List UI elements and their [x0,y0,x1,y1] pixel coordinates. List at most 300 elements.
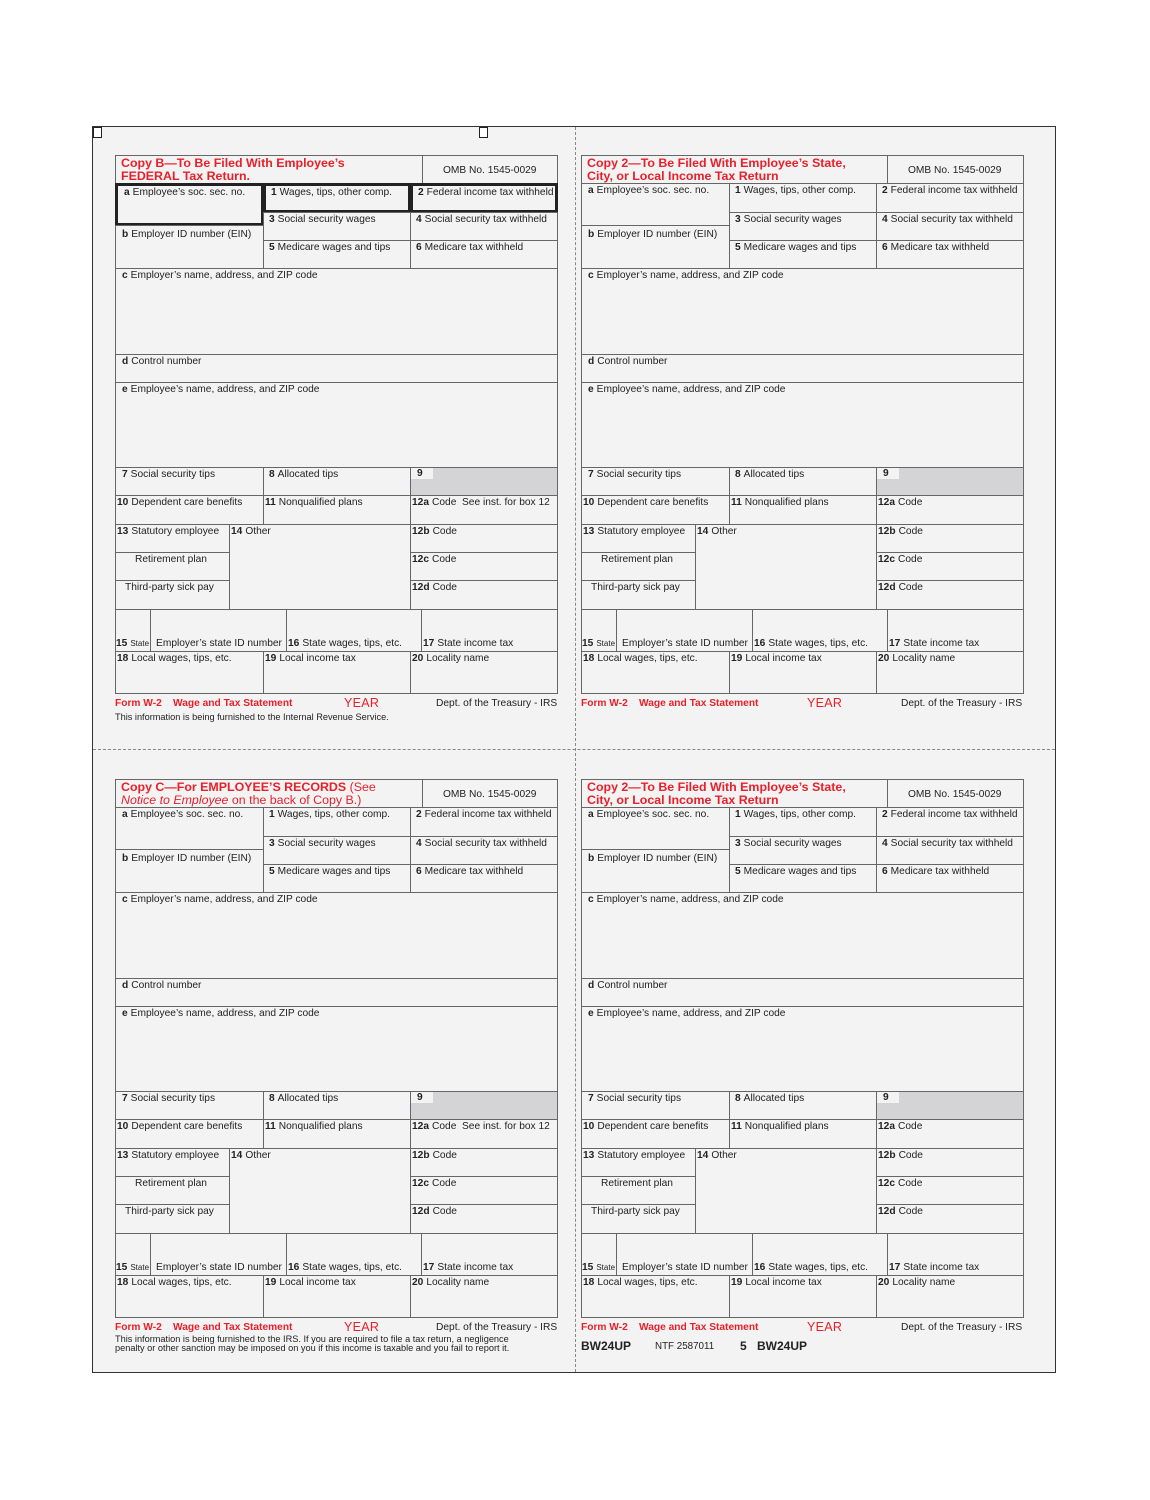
label-c [122,894,318,906]
box-12a[interactable] [876,1119,1024,1149]
box-11-nonqualified[interactable] [263,495,411,525]
label-text: Control number [131,980,202,991]
box-number: 13 [117,1150,129,1161]
label-text: Employer’s name, address, and ZIP code [130,270,318,281]
box-number: 18 [117,653,129,664]
label-text: Wages, tips, other comp. [277,809,390,820]
label-text: Social security wages [743,214,842,225]
retirement-plan-label: Retirement plan [601,554,673,565]
box-d-control[interactable] [115,354,558,383]
box-a-ssn[interactable] [581,807,730,850]
state-label: State [130,639,150,648]
label-d [122,980,201,992]
box-14-other[interactable] [695,524,877,610]
box-20-locality[interactable] [410,651,558,694]
label-c [588,894,784,906]
box-13-sick-pay[interactable] [581,1204,696,1234]
box-12-instructions: See inst. for box 12 [462,1121,550,1132]
label-b [588,229,717,241]
title-line-1: Copy 2—To Be Filed With Employee’s State, [587,156,846,170]
omb-cell [887,155,1024,184]
box-19-local-tax[interactable] [263,651,411,694]
label-box12b [412,526,457,538]
box-18-local-wages[interactable] [115,651,264,694]
box-number: 12a [878,497,895,508]
box-a-ssn[interactable] [581,183,730,226]
box-e-employee[interactable] [115,382,558,468]
box-20-locality[interactable] [876,651,1024,694]
box-2-federal-tax[interactable] [410,183,558,213]
box-number: 20 [412,1277,424,1288]
label-box18 [583,1277,698,1289]
box-number: d [588,980,595,991]
box-number: a [588,809,594,820]
box-c-employer[interactable] [581,892,1024,979]
label-text: Employer ID number (EIN) [131,853,252,864]
box-5-medicare-wages[interactable] [729,864,877,893]
box-12b[interactable] [876,1148,1024,1177]
box-4-ss-tax[interactable] [876,212,1024,241]
label-text: Statutory employee [597,1150,686,1161]
label-box19 [731,1277,822,1289]
label-text: Statutory employee [131,526,220,537]
omb-cell [887,779,1024,808]
box-number: 10 [117,497,129,508]
label-box20 [878,653,955,665]
copy-title [587,781,846,807]
box-b-ein[interactable] [115,849,264,893]
box-20-locality[interactable] [410,1275,558,1318]
label-box5 [735,866,856,878]
box-11-nonqualified[interactable] [263,1119,411,1149]
box-12b[interactable] [876,524,1024,553]
box-13-retirement[interactable] [115,1176,230,1205]
box-number: b [588,229,595,240]
box-number: 15 [116,1262,128,1273]
omb-number: OMB No. 1545-0029 [908,789,1002,800]
box-number: b [122,229,129,240]
label-a [588,185,709,197]
label-box13 [583,1150,685,1162]
box-12a[interactable] [410,1119,558,1149]
box-15-frame [115,609,287,652]
box-number: e [588,384,594,395]
label-box14 [231,526,271,538]
label-text: Social security tax withheld [424,838,547,849]
box-10-dependent-care[interactable] [115,495,264,525]
box-d-control[interactable] [115,978,558,1007]
label-box11 [265,1121,363,1133]
box-1-wages[interactable] [263,807,411,837]
furnished-note: This information is being furnished to the Internal Revenue Service. [115,712,389,722]
label-box19 [265,653,356,665]
box-number: 5 [269,242,275,253]
box-12c[interactable] [876,1176,1024,1205]
box-6-medicare-tax[interactable] [410,240,558,269]
label-box9 [883,468,892,480]
label-box8 [735,469,804,481]
sick-pay-label: Third-party sick pay [591,1206,680,1217]
box-12c[interactable] [876,552,1024,581]
label-box12d [878,1206,923,1218]
box-17-state-tax[interactable] [421,1233,558,1276]
box-number: 5 [735,242,741,253]
box-11-nonqualified[interactable] [729,495,877,525]
label-a [124,187,245,199]
box-number: 4 [416,838,422,849]
label-text: Code [898,1206,923,1217]
box-c-employer[interactable] [115,268,558,355]
dept-treasury: Dept. of the Treasury - IRS [436,698,558,709]
box-4-ss-tax[interactable] [410,836,558,865]
label-text: Social security wages [743,838,842,849]
box-number: 14 [697,526,709,537]
box-e-employee[interactable] [581,1006,1024,1092]
box-number: 1 [735,809,741,820]
omb-number: OMB No. 1545-0029 [908,165,1002,176]
label-text: Locality name [426,1277,490,1288]
box-12d[interactable] [410,580,558,610]
box-b-ein[interactable] [581,225,730,269]
box-17-state-tax[interactable] [887,1233,1024,1276]
box-number: 4 [882,838,888,849]
label-text: Code [432,526,457,537]
box-12d[interactable] [876,1204,1024,1234]
form-description: Wage and Tax Statement [173,698,293,709]
box-7-ss-tips[interactable] [115,467,264,496]
box-18-local-wages[interactable] [581,1275,730,1318]
box-number: 9 [883,468,889,479]
box-16-state-wages[interactable] [286,1233,422,1276]
label-text: Employee’s name, address, and ZIP code [130,384,320,395]
label-text: State wages, tips, etc. [302,1262,403,1273]
box-number: 15 [116,638,128,649]
box-13-retirement[interactable] [581,1176,696,1205]
label-box11 [265,497,363,509]
box-13-statutory[interactable] [115,524,230,553]
box-6-medicare-tax[interactable] [410,864,558,893]
box-b-ein[interactable] [115,225,264,269]
label-box8 [269,469,338,481]
box-12c[interactable] [410,552,558,581]
label-text: Other [711,526,737,537]
label-box13 [583,526,685,538]
box-number: 18 [583,653,595,664]
copy-header [581,155,888,184]
label-text: Local wages, tips, etc. [131,653,232,664]
box-13-sick-pay[interactable] [115,1204,230,1234]
box-6-medicare-tax[interactable] [876,240,1024,269]
box-number: d [122,980,129,991]
box-3-ss-wages[interactable] [263,836,411,865]
box-16-state-wages[interactable] [752,1233,888,1276]
box-number: 10 [117,1121,129,1132]
box-14-other[interactable] [229,1148,411,1234]
box-19-local-tax[interactable] [263,1275,411,1318]
label-text: Employer’s state ID number [156,638,282,649]
box-10-dependent-care[interactable] [581,1119,730,1149]
box-4-ss-tax[interactable] [410,212,558,241]
box-e-employee[interactable] [581,382,1024,468]
label-text: Medicare tax withheld [890,866,990,877]
box-number: 3 [735,838,741,849]
label-text: Medicare tax withheld [424,866,524,877]
box-number: 13 [117,526,129,537]
box-17-state-tax[interactable] [887,609,1024,652]
box-11-nonqualified[interactable] [729,1119,877,1149]
box-10-dependent-care[interactable] [115,1119,264,1149]
box-d-control[interactable] [581,354,1024,383]
form-copy-2-top [581,155,1024,745]
box-c-employer[interactable] [581,268,1024,355]
box-13-statutory[interactable] [581,524,696,553]
box-a-ssn[interactable] [115,183,264,226]
box-number: 9 [417,1092,423,1103]
box-number: 5 [735,866,741,877]
label-text: State income tax [437,638,514,649]
label-box12b [412,1150,457,1162]
label-box12c [878,1178,922,1190]
label-box2 [882,185,1018,197]
label-box17 [423,638,513,650]
copy-header [115,155,423,184]
box-number: e [122,1008,128,1019]
box-number: 16 [754,1262,766,1273]
state-label: State [596,639,616,648]
box-12d[interactable] [876,580,1024,610]
label-text: Nonqualified plans [744,1121,829,1132]
label-box7 [588,469,681,481]
box-number: 2 [418,187,424,198]
box-number: 12d [878,1206,896,1217]
box-2-federal-tax[interactable] [876,183,1024,213]
label-text: Federal income tax withheld [426,187,554,198]
box-number: 7 [588,469,594,480]
box-14-other[interactable] [229,524,411,610]
label-box12d [412,582,457,594]
box-number: 1 [735,185,741,196]
form-name: Form W-2 [115,1322,162,1333]
box-number: 8 [735,1093,741,1104]
box-12a[interactable] [876,495,1024,525]
box-7-ss-tips[interactable] [581,1091,730,1120]
label-text: Social security tax withheld [890,838,1013,849]
box-number: 10 [583,1121,595,1132]
box-13-statutory[interactable] [115,1148,230,1177]
box-13-sick-pay[interactable] [581,580,696,610]
label-text: Employer ID number (EIN) [597,229,718,240]
box-16-state-wages[interactable] [286,609,422,652]
product-code: BW24UP [581,1339,632,1353]
box-12d[interactable] [410,1204,558,1234]
box-19-local-tax[interactable] [729,1275,877,1318]
box-number: 4 [882,214,888,225]
furnished-note-1: This information is being furnished to the IRS. If you are required to file a tax return, a negligence [115,1334,509,1344]
box-number: 10 [583,497,595,508]
box-1-wages[interactable] [729,183,877,213]
box-number: 4 [416,214,422,225]
form-name: Form W-2 [581,698,628,709]
box-number: 7 [122,1093,128,1104]
box-8-allocated-tips[interactable] [729,1091,877,1120]
box-14-other[interactable] [695,1148,877,1234]
label-box12a [878,497,922,509]
box-10-dependent-care[interactable] [581,495,730,525]
label-text: Federal income tax withheld [424,809,552,820]
form-year: YEAR [344,696,380,710]
label-text: Employer’s name, address, and ZIP code [596,270,784,281]
box-13-retirement[interactable] [115,552,230,581]
box-number: 12b [878,526,896,537]
label-text: Employer’s name, address, and ZIP code [596,894,784,905]
box-number: 19 [265,1277,277,1288]
label-box11 [731,497,829,509]
box-a-ssn[interactable] [115,807,264,850]
label-box13 [117,526,219,538]
box-7-ss-tips[interactable] [581,467,730,496]
product-code-2: BW24UP [757,1339,808,1353]
label-box19 [265,1277,356,1289]
box-number: 9 [417,468,423,479]
box-number: 17 [889,1262,901,1273]
box-13-statutory[interactable] [581,1148,696,1177]
label-box10 [117,1121,242,1133]
box-20-locality[interactable] [876,1275,1024,1318]
box-number: a [124,187,130,198]
label-box17 [423,1262,513,1274]
label-text: Code [898,497,923,508]
box-number: 6 [882,866,888,877]
box-number: 19 [731,653,743,664]
label-text: Code [898,1121,923,1132]
label-text: Wages, tips, other comp. [743,809,856,820]
box-12b[interactable] [410,524,558,553]
title-normal: (See [346,780,376,794]
label-text: State income tax [903,638,980,649]
copy-header [581,779,888,808]
box-number: 3 [269,214,275,225]
box-18-local-wages[interactable] [115,1275,264,1318]
box-3-ss-wages[interactable] [263,212,411,241]
label-box7 [122,1093,215,1105]
box-8-allocated-tips[interactable] [263,467,411,496]
label-box3 [735,214,842,226]
label-box10 [583,497,708,509]
box-number: 20 [878,653,890,664]
box-5-medicare-wages[interactable] [263,240,411,269]
box-number: 2 [416,809,422,820]
box-number: c [588,894,594,905]
box-12b[interactable] [410,1148,558,1177]
label-text: Nonqualified plans [278,1121,363,1132]
title-line-2: City, or Local Income Tax Return [587,169,779,183]
label-text: Medicare tax withheld [424,242,524,253]
label-text: Social security tips [596,469,682,480]
box-2-federal-tax[interactable] [410,807,558,837]
box-5-medicare-wages[interactable] [729,240,877,269]
label-text: Code [432,1121,457,1132]
box-4-ss-tax[interactable] [876,836,1024,865]
label-box13 [117,1150,219,1162]
box-b-ein[interactable] [581,849,730,893]
box-6-medicare-tax[interactable] [876,864,1024,893]
label-text: Nonqualified plans [744,497,829,508]
label-box6 [882,866,989,878]
box-12a[interactable] [410,495,558,525]
label-box8 [269,1093,338,1105]
box-e-employee[interactable] [115,1006,558,1092]
label-c [122,270,318,282]
label-text: Employee’s soc. sec. no. [130,809,244,820]
box-8-allocated-tips[interactable] [729,467,877,496]
label-text: Other [245,526,271,537]
box-d-control[interactable] [581,978,1024,1007]
title-normal-2: on the back of Copy B.) [228,793,362,807]
box-13-retirement[interactable] [581,552,696,581]
label-box16 [754,1262,868,1274]
box-19-local-tax[interactable] [729,651,877,694]
box-number: 7 [122,469,128,480]
label-box5 [269,866,390,878]
box-16-state-wages[interactable] [752,609,888,652]
box-number: 18 [117,1277,129,1288]
box-12-instructions: See inst. for box 12 [462,497,550,508]
box-9 [876,1091,1024,1120]
box-number: 7 [588,1093,594,1104]
box-3-ss-wages[interactable] [729,836,877,865]
box-number: d [588,356,595,367]
label-box7 [122,469,215,481]
label-text: State wages, tips, etc. [302,638,403,649]
box-1-wages[interactable] [263,183,411,213]
box-13-sick-pay[interactable] [115,580,230,610]
box-7-ss-tips[interactable] [115,1091,264,1120]
box-number: 20 [878,1277,890,1288]
box-5-medicare-wages[interactable] [263,864,411,893]
form-description: Wage and Tax Statement [173,1322,293,1333]
label-text: Local wages, tips, etc. [597,1277,698,1288]
box-c-employer[interactable] [115,892,558,979]
registration-mark-center [479,127,488,138]
label-text: Code [898,554,923,565]
label-text: Medicare wages and tips [277,242,391,253]
box-number: 12b [412,1150,430,1161]
label-b [588,853,717,865]
label-box2 [418,187,554,199]
label-box7 [588,1093,681,1105]
box-17-state-tax[interactable] [421,609,558,652]
label-text: Local income tax [279,1277,356,1288]
box-18-local-wages[interactable] [581,651,730,694]
label-text: Social security wages [277,838,376,849]
box-3-ss-wages[interactable] [729,212,877,241]
label-box12c [878,554,922,566]
box-number: 8 [269,1093,275,1104]
box-2-federal-tax[interactable] [876,807,1024,837]
box-number: 18 [583,1277,595,1288]
sick-pay-label: Third-party sick pay [591,582,680,593]
box-number: 12b [412,526,430,537]
registration-mark-left [93,127,102,138]
product-count: 5 [740,1339,747,1353]
label-box6 [882,242,989,254]
perforation-horizontal [93,749,1055,750]
label-a [122,809,243,821]
box-8-allocated-tips[interactable] [263,1091,411,1120]
label-text: Employer ID number (EIN) [131,229,252,240]
box-1-wages[interactable] [729,807,877,837]
box-12c[interactable] [410,1176,558,1205]
